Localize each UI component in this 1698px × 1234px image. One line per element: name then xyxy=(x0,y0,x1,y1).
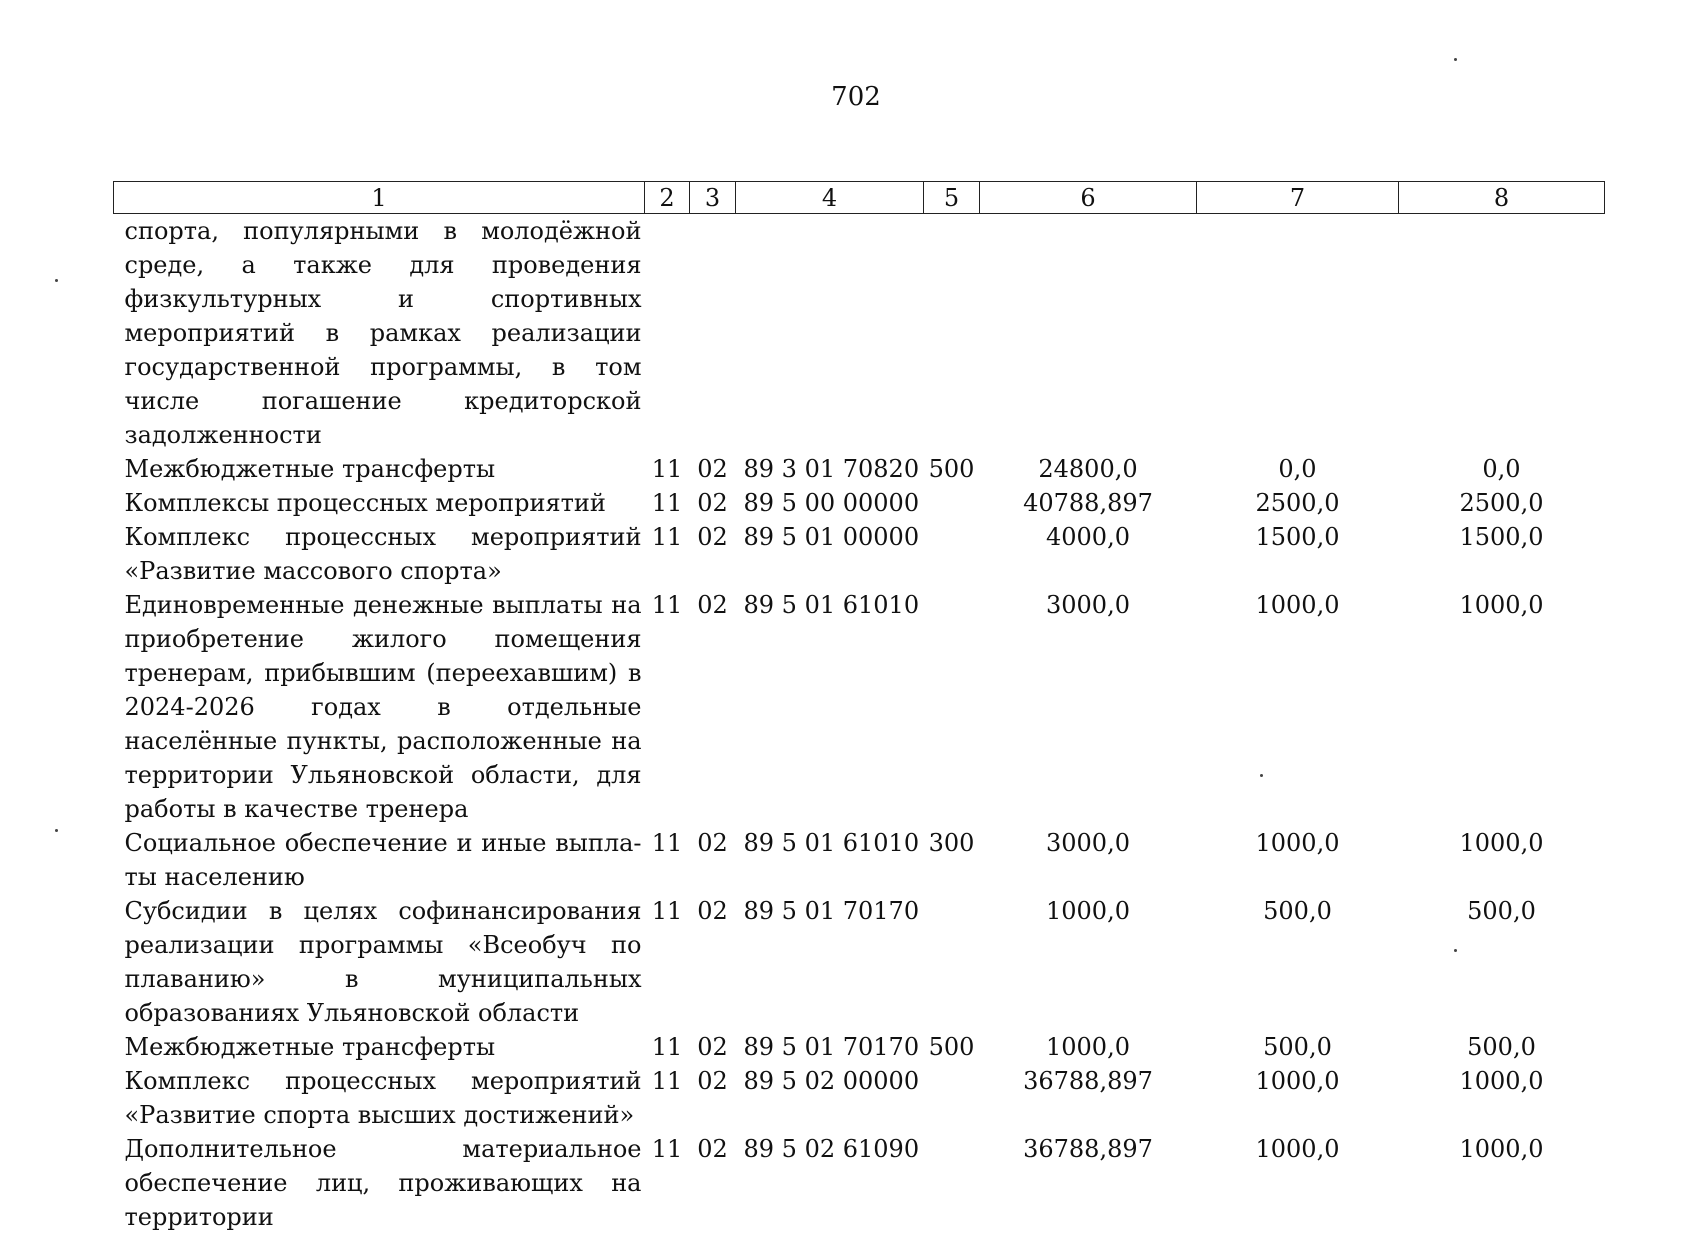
cell-subsection: 02 xyxy=(697,591,728,619)
cell-section: 11 xyxy=(651,1033,683,1061)
row-name: Комплекс процессных мероприятий «Развитие массового спорта» xyxy=(124,523,642,585)
scan-speck xyxy=(55,829,58,832)
cell-target-code: 89 5 02 61090 xyxy=(743,1135,920,1163)
cell-subsection: 02 xyxy=(697,1135,728,1163)
cell-section: 11 xyxy=(651,489,683,517)
cell-amount-col8: 2500,0 xyxy=(1459,489,1544,517)
cell-subsection: 02 xyxy=(697,489,728,517)
cell-amount-col8 xyxy=(1399,214,1605,453)
cell-target-code: 89 5 02 00000 xyxy=(743,1067,920,1095)
cell-expense-type: 300 xyxy=(928,829,975,857)
row-name: Субсидии в целях софинансирования реализации программы «Всеобуч по плаванию» в муниципальных образованиях Ульяновской области xyxy=(124,897,642,1027)
cell-target-code: 89 5 01 61010 xyxy=(743,829,920,857)
cell-expense-type xyxy=(924,214,980,453)
cell-amount-col6: 24800,0 xyxy=(1038,455,1138,483)
cell-amount-col7: 0,0 xyxy=(1278,455,1317,483)
table-row xyxy=(114,452,1605,486)
cell-section: 11 xyxy=(651,591,683,619)
table-row xyxy=(114,894,1605,1030)
column-header: 6 xyxy=(980,182,1197,214)
cell-target-code xyxy=(736,214,924,453)
cell-amount-col8: 1000,0 xyxy=(1459,1135,1544,1163)
cell-target-code: 89 5 01 00000 xyxy=(743,523,920,551)
cell-amount-col6: 3000,0 xyxy=(1046,591,1130,619)
cell-amount-col6 xyxy=(980,214,1197,453)
cell-expense-type: 500 xyxy=(928,1033,975,1061)
cell-amount-col7: 1000,0 xyxy=(1255,829,1340,857)
row-name: Межбюджетные трансферты xyxy=(124,455,496,483)
row-name: Социальное обеспечение и иные выплаты населению xyxy=(124,829,642,891)
table-header-row xyxy=(114,182,1605,214)
column-header: 8 xyxy=(1399,182,1605,214)
cell-expense-type xyxy=(924,894,980,1030)
cell-amount-col7: 1000,0 xyxy=(1255,1067,1340,1095)
page-number: 702 xyxy=(831,82,881,112)
cell-amount-col6: 40788,897 xyxy=(1023,489,1153,517)
cell-amount-col6: 36788,897 xyxy=(1023,1067,1153,1095)
row-name: Комплексы процессных мероприятий xyxy=(124,489,606,517)
column-header: 2 xyxy=(645,182,690,214)
column-header: 7 xyxy=(1197,182,1399,214)
column-header: 5 xyxy=(924,182,980,214)
cell-amount-col8: 500,0 xyxy=(1467,1033,1536,1061)
cell-expense-type xyxy=(924,520,980,588)
cell-subsection xyxy=(690,214,736,453)
budget-table xyxy=(113,181,1605,1234)
cell-section: 11 xyxy=(651,455,683,483)
cell-amount-col7: 2500,0 xyxy=(1255,489,1340,517)
cell-amount-col6: 1000,0 xyxy=(1046,897,1130,925)
row-name: Комплекс процессных мероприятий «Развитие спорта высших достижений» xyxy=(124,1067,642,1129)
cell-amount-col8: 1000,0 xyxy=(1459,829,1544,857)
column-header: 1 xyxy=(114,182,645,214)
cell-expense-type xyxy=(924,1132,980,1234)
cell-amount-col7: 1000,0 xyxy=(1255,591,1340,619)
cell-target-code: 89 5 00 00000 xyxy=(743,489,920,517)
cell-section: 11 xyxy=(651,1067,683,1095)
cell-amount-col6: 1000,0 xyxy=(1046,1033,1130,1061)
cell-section: 11 xyxy=(651,897,683,925)
cell-section xyxy=(645,214,690,453)
table-row xyxy=(114,1064,1605,1132)
cell-target-code: 89 3 01 70820 xyxy=(743,455,920,483)
table-row xyxy=(114,588,1605,826)
cell-amount-col7: 500,0 xyxy=(1263,1033,1332,1061)
cell-target-code: 89 5 01 70170 xyxy=(743,897,920,925)
cell-amount-col6: 3000,0 xyxy=(1046,829,1130,857)
table-row xyxy=(114,486,1605,520)
cell-amount-col8: 1500,0 xyxy=(1459,523,1544,551)
cell-amount-col8: 1000,0 xyxy=(1459,591,1544,619)
row-name: Межбюджетные трансферты xyxy=(124,1033,496,1061)
cell-section: 11 xyxy=(651,1135,683,1163)
cell-amount-col7: 500,0 xyxy=(1263,897,1332,925)
column-header: 4 xyxy=(736,182,924,214)
row-name: Единовременные денежные выплаты на приобретение жилого помещения тренерам, прибывшим (переехавшим) в 2024-2026 годах в отдельные населённые пункты, расположенные на территории Ульяновской области, для работы в качестве тренера xyxy=(124,591,642,823)
cell-target-code: 89 5 01 61010 xyxy=(743,591,920,619)
cell-section: 11 xyxy=(651,523,683,551)
cell-amount-col8: 0,0 xyxy=(1482,455,1521,483)
cell-expense-type: 500 xyxy=(928,455,975,483)
table-row xyxy=(114,520,1605,588)
table-row xyxy=(114,214,1605,453)
cell-amount-col7: 1500,0 xyxy=(1255,523,1340,551)
scan-speck xyxy=(1454,58,1457,61)
scan-speck xyxy=(55,279,58,282)
cell-subsection: 02 xyxy=(697,897,728,925)
cell-amount-col8: 1000,0 xyxy=(1459,1067,1544,1095)
cell-expense-type xyxy=(924,486,980,520)
cell-subsection: 02 xyxy=(697,1033,728,1061)
cell-amount-col6: 36788,897 xyxy=(1023,1135,1153,1163)
table-row xyxy=(114,826,1605,894)
cell-subsection: 02 xyxy=(697,523,728,551)
table-row xyxy=(114,1030,1605,1064)
cell-subsection: 02 xyxy=(697,455,728,483)
table-row xyxy=(114,1132,1605,1234)
cell-expense-type xyxy=(924,1064,980,1132)
cell-expense-type xyxy=(924,588,980,826)
cell-subsection: 02 xyxy=(697,829,728,857)
cell-section: 11 xyxy=(651,829,683,857)
column-header: 3 xyxy=(690,182,736,214)
row-name: спорта, популярными в молодёжной среде, а также для проведения физкультурных и спортивных мероприятий в рамках реализации государственной программы, в том числе погашение кредиторской задолженности xyxy=(124,217,642,449)
cell-amount-col6: 4000,0 xyxy=(1046,523,1130,551)
cell-target-code: 89 5 01 70170 xyxy=(743,1033,920,1061)
cell-amount-col8: 500,0 xyxy=(1467,897,1536,925)
cell-subsection: 02 xyxy=(697,1067,728,1095)
row-name: Дополнительное материальное обеспечение лиц, проживающих на территории xyxy=(124,1135,642,1231)
cell-amount-col7: 1000,0 xyxy=(1255,1135,1340,1163)
cell-amount-col7 xyxy=(1197,214,1399,453)
